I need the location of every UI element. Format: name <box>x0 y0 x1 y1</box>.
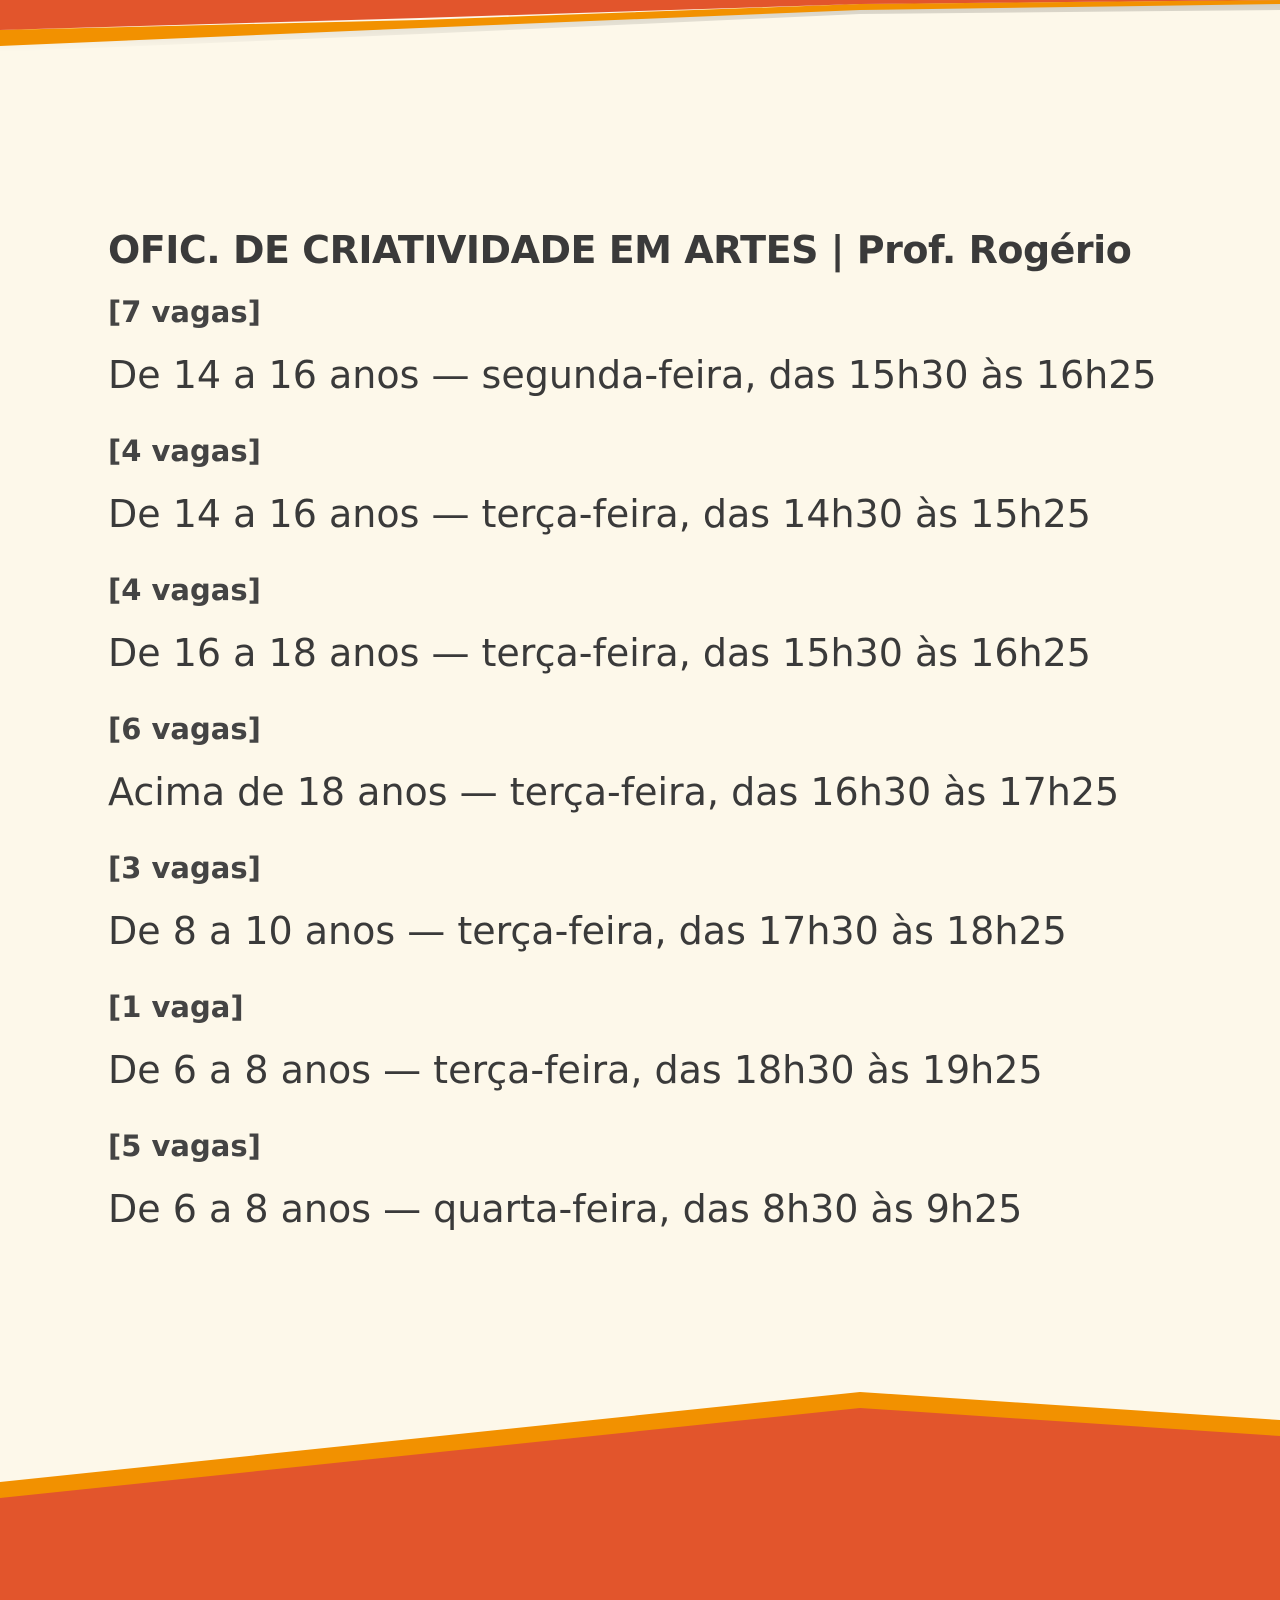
schedule-item <box>108 570 1228 683</box>
bottom-decorative-band <box>0 1380 1280 1600</box>
schedule-item <box>108 1126 1228 1239</box>
vacancy-count: [4 vagas] <box>108 434 261 468</box>
top-decorative-band <box>0 0 1280 70</box>
vacancy-count: [3 vagas] <box>108 851 261 885</box>
vacancy-count: [4 vagas] <box>108 573 261 607</box>
class-schedule: De 8 a 10 anos — terça-feira, das 17h30 às 18h25 <box>108 909 1067 953</box>
class-schedule: De 6 a 8 anos — terça-feira, das 18h30 às 19h25 <box>108 1048 1043 1092</box>
schedule-item <box>108 987 1228 1100</box>
class-schedule: De 14 a 16 anos — segunda-feira, das 15h30 às 16h25 <box>108 353 1157 397</box>
page-title: OFIC. DE CRIATIVIDADE EM ARTES | Prof. Rogério <box>108 228 1132 272</box>
class-schedule: De 14 a 16 anos — terça-feira, das 14h30 às 15h25 <box>108 492 1091 536</box>
schedule-item <box>108 848 1228 961</box>
schedule-content <box>108 228 1228 1265</box>
schedule-item <box>108 431 1228 544</box>
schedule-item <box>108 292 1228 405</box>
vacancy-count: [5 vagas] <box>108 1129 261 1163</box>
vacancy-count: [6 vagas] <box>108 712 261 746</box>
schedule-item <box>108 709 1228 822</box>
schedule-list <box>108 292 1228 1239</box>
class-schedule: Acima de 18 anos — terça-feira, das 16h30 às 17h25 <box>108 770 1120 814</box>
vacancy-count: [7 vagas] <box>108 295 261 329</box>
class-schedule: De 16 a 18 anos — terça-feira, das 15h30 às 16h25 <box>108 631 1091 675</box>
class-schedule: De 6 a 8 anos — quarta-feira, das 8h30 às 9h25 <box>108 1187 1023 1231</box>
vacancy-count: [1 vaga] <box>108 990 244 1024</box>
